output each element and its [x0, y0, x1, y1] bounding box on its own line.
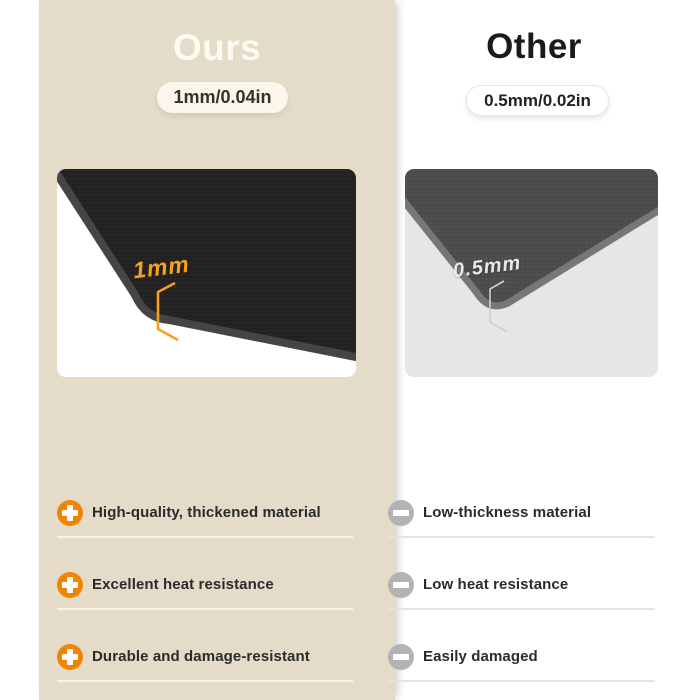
mousepad-corner-image-left	[57, 169, 356, 377]
feature-label: Easily damaged	[423, 648, 538, 665]
feature-row	[57, 571, 355, 598]
feature-label: Excellent heat resistance	[92, 576, 274, 593]
thickness-annotation-right: 0.5mm	[451, 251, 523, 283]
divider	[57, 608, 353, 610]
feature-label: High-quality, thickened material	[92, 504, 321, 521]
mousepad-corner-image-right	[405, 169, 658, 377]
minus-icon	[388, 500, 414, 526]
feature-label: Low-thickness material	[423, 504, 592, 521]
divider	[57, 536, 353, 538]
minus-icon	[388, 572, 414, 598]
left-thickness-badge: 1mm/0.04in	[157, 82, 288, 113]
feature-row	[388, 499, 656, 526]
feature-row	[388, 643, 656, 670]
minus-icon	[388, 644, 414, 670]
divider	[388, 680, 655, 682]
plus-icon	[57, 644, 83, 670]
feature-label: Low heat resistance	[423, 576, 569, 593]
measure-bracket-icon	[155, 281, 181, 343]
feature-label: Durable and damage-resistant	[92, 648, 310, 665]
right-thickness-badge: 0.5mm/0.02in	[466, 85, 609, 116]
divider	[388, 608, 655, 610]
left-column-title: Ours	[172, 27, 262, 68]
divider	[388, 536, 655, 538]
feature-row	[388, 571, 656, 598]
plus-icon	[57, 572, 83, 598]
divider	[57, 680, 353, 682]
plus-icon	[57, 500, 83, 526]
measure-bracket-icon	[487, 279, 511, 335]
right-column-title: Other	[486, 27, 582, 66]
feature-row	[57, 643, 355, 670]
right-product-photo	[405, 169, 658, 377]
left-product-photo	[57, 169, 356, 377]
feature-row	[57, 499, 355, 526]
thickness-annotation-left: 1mm	[131, 250, 192, 284]
